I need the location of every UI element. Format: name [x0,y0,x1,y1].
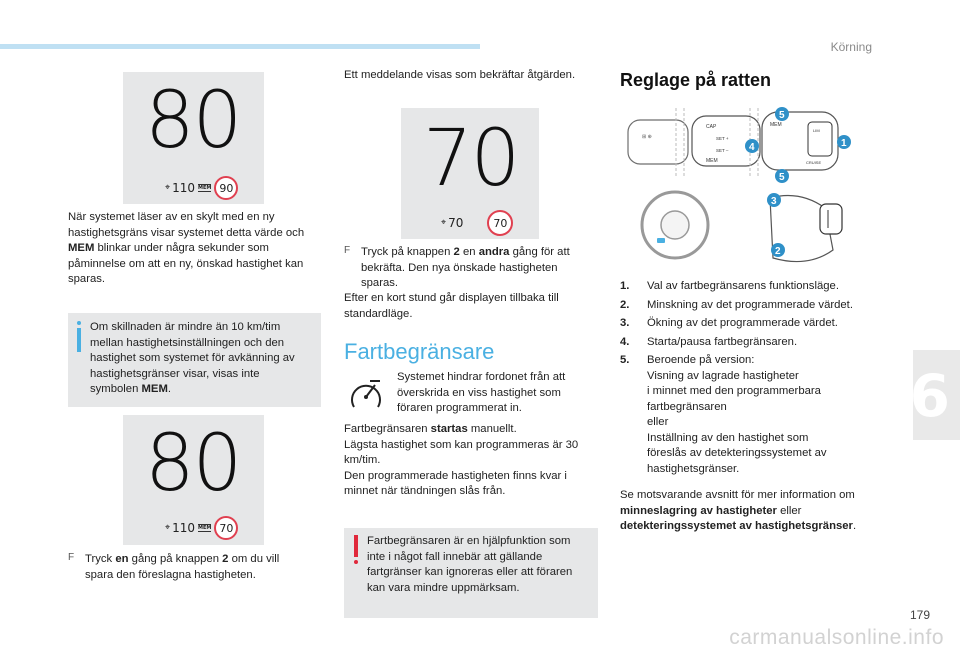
callout-3 [767,193,781,207]
step-instruction-2 [344,245,599,292]
callout-4 [745,139,759,153]
fb-para-3: Den programmerade hastigheten finns kvar i minnet när tändningen slås från. [344,469,567,497]
set-minus-label: SET – [716,148,729,153]
mem-badge: MEM [197,185,212,191]
info-note-main: Om skillnaden är mindre än 10 km/tim mellan hastighetsinställningen och den hastighet som systemet för avkänning av hastighetsgränser visar, visas inte symbolen [90,321,295,395]
watermark: carmanualsonline.info [729,626,944,649]
list-item [620,298,880,314]
item5-line: eller [647,416,669,428]
set-plus-label: SET + [716,136,729,141]
mem-label: MEM [770,122,782,128]
speed-sign-icon: ⌖ [165,183,171,193]
list-item [620,279,880,295]
current-speed: 70 [448,216,464,230]
svg-text:3: 3 [771,196,777,207]
display-big-speed: 80 [145,419,241,509]
mem-badge: MEM [197,525,212,531]
info-icon [77,321,81,353]
step-marker: F [68,552,75,563]
svg-text:5: 5 [779,172,785,183]
item-text: Val av fartbegränsarens funktionsläge. [647,280,839,292]
section-title: Körning [830,40,872,54]
fb-para-bold: startas [430,423,468,435]
see-also-a: Se motsvarande avsnitt för mer information om [620,489,855,501]
speed-sign-icon: ⌖ [165,523,171,533]
step-instruction-1 [68,552,323,583]
fb-para-a: Fartbegränsaren [344,423,428,435]
para1-text: När systemet läser av en skylt med en ny hastighetsgräns visar systemet detta värde och [68,211,305,239]
callout-1 [837,135,851,149]
svg-text:1: 1 [841,138,847,149]
display-status-row [441,210,513,236]
see-also-end: . [852,520,857,532]
fb-paragraph [344,422,592,500]
speed-limit-sign: 70 [214,516,238,540]
item-text: Minskning av det programmerade värdet. [647,298,853,311]
chapter-number: 6 [909,362,950,430]
speed-display-3 [401,108,539,239]
item-number: 2. [620,298,630,311]
steering-controls-illustration [620,100,870,265]
item-number: 3. [620,317,630,329]
item5-line: Inställning av den hastighet som [647,431,809,444]
item5-line: i minnet med den programmerbara [647,385,821,397]
list-item [620,353,880,477]
col2-intro: Ett meddelande visas som bekräftar åtgärden. [344,69,576,81]
step2-b: en [462,246,476,258]
svg-text:2: 2 [775,246,781,257]
para1-bold: MEM [68,242,95,254]
speedometer-limit-icon [348,377,384,413]
lim-label: LIM [813,128,820,133]
see-also-bold2: detekteringssystemet av hastighetsgränser [620,520,853,532]
step2-bold1: 2 [453,246,460,258]
fartbegransare-heading: Fartbegränsare [344,339,495,364]
svg-text:⊞ ⊕: ⊞ ⊕ [642,134,652,140]
item-text: Starta/pausa fartbegränsaren. [647,335,798,348]
list-item [620,316,880,332]
step1-bold2: 2 [222,553,229,565]
para1-text-rest: blinkar under några sekunder som påminnelse om att en ny, önskad hastighet kan sparas. [68,242,304,285]
step1-text [85,552,310,583]
speed-sign-icon: ⌖ [441,218,447,228]
callout-5b [775,169,789,183]
display-big-speed: 70 [423,114,519,204]
item-text: Ökning av det programmerade värdet. [647,317,838,329]
step1-a: Tryck [85,553,113,565]
step1-bold1: en [115,553,129,565]
step2-text [361,245,586,292]
item5-line: Visning av lagrade hastigheter [647,369,799,382]
page-number: 179 [909,608,930,622]
info-note-text [90,320,310,398]
reglage-heading: Reglage på ratten [620,70,772,90]
item-number: 4. [620,335,630,348]
cruise-label: CRUISE [806,160,822,165]
item-number: 1. [620,280,630,292]
info-note-end: . [167,383,171,395]
item-number: 5. [620,354,630,366]
item-text: Beroende på version: [647,354,755,366]
step1-b: gång på knappen [131,553,219,565]
see-also-paragraph [620,488,882,535]
see-also-b: eller [780,504,802,517]
step2-a: Tryck på knappen [361,246,451,258]
svg-text:4: 4 [749,142,755,153]
current-speed: 110 [172,181,195,195]
item5-line: hastighetsgränser. [647,462,740,475]
list-item [620,335,880,351]
fb-para-2: Lägsta hastighet som kan programmeras är 30 km/tim. [344,438,579,466]
speed-display-2 [123,415,264,545]
callout-2 [771,243,785,257]
display-status-row [165,516,238,540]
body-paragraph [68,210,323,288]
info-note-bold: MEM [141,383,168,395]
speed-display-1 [123,72,264,204]
step2-c: gång för att bekräfta. Den nya önskade hastigheten sparas. [361,246,570,289]
display-status-row [165,176,238,200]
warning-box [344,528,598,618]
warning-text: Fartbegränsaren är en hjälpfunktion som inte i något fall innebär att gällande fartgränser kan ignoreras eller att föraren kan vara mindre uppmärksam. [367,535,573,594]
cap-label: CAP [706,124,717,130]
current-speed: 110 [172,521,195,535]
info-note-box [68,313,321,407]
mem-label: MEM [706,158,718,164]
warning-icon [354,535,358,564]
fb-intro: Systemet hindrar fordonet från att överskrida en viss hastighet som föraren programmerat in. [397,371,566,414]
speed-limit-sign: 90 [214,176,238,200]
controls-list [620,279,880,480]
header-accent-bar [0,44,480,49]
fb-para-b: manuellt. [470,423,517,435]
step-marker: F [344,245,351,256]
callout-5a [775,107,789,121]
speed-limit-sign: 70 [487,210,513,236]
display-big-speed: 80 [145,76,241,166]
step2-bold2: andra [478,246,510,258]
see-also-bold1: minneslagring av hastigheter [620,504,777,517]
item5-line: föreslås av detekteringssystemet av [647,447,827,459]
step1-c: om du vill spara den föreslagna hastigheten. [85,553,280,581]
item5-content [647,353,827,477]
item5-line: fartbegränsaren [647,400,727,413]
stalk-view-1 [628,120,688,164]
steering-wheel [642,192,708,258]
stalk-view-3 [762,112,838,170]
svg-text:5: 5 [779,110,785,121]
body-paragraph-2: Efter en kort stund går displayen tillbaka till standardläge. [344,292,559,320]
